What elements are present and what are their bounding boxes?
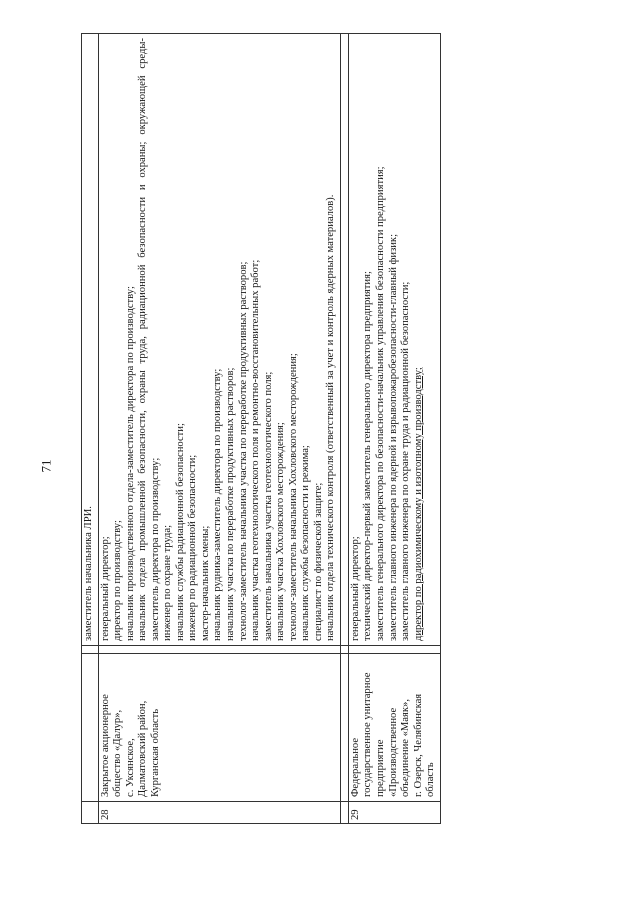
organization-line: объединение «Маяк», <box>400 699 412 797</box>
position-item: специалист по физической защите; <box>312 482 324 641</box>
organization-line: Далматовский район, <box>137 700 149 797</box>
position-item: заместитель главного инженера по ядерной и взрывопожаробезопасности-главный физик; <box>387 233 399 641</box>
organization-line: предприятие <box>375 739 387 797</box>
position-item: начальник службы радиационной безопасности; <box>174 423 186 641</box>
separator-row <box>340 34 348 824</box>
row-number: 29 <box>348 802 440 824</box>
position-item: заместитель главного инженера по охране труда и радиационной безопасности; <box>400 281 412 641</box>
position-item: инженер по охране труда; <box>162 524 174 641</box>
organization-cell <box>98 654 340 802</box>
organization-line: Федеральное <box>349 737 361 797</box>
row-number: 28 <box>98 802 340 824</box>
empty-cell <box>98 646 340 654</box>
organization-line: с. Уксянское, <box>124 738 136 797</box>
position-item: заместитель начальника участка геотехнологического поля; <box>262 371 274 641</box>
empty-cell <box>340 646 348 654</box>
organization-line: государственное унитарное <box>362 672 374 797</box>
organization-line: Курганская область <box>149 708 161 797</box>
position-item: начальник производственного отдела-заместитель директора по производству; <box>124 286 136 641</box>
position-item: начальник службы безопасности и режима; <box>300 445 312 641</box>
position-item: заместитель генерального директора по безопасности-начальник управления безопасности предприятия; <box>375 166 387 641</box>
position-item: технический директор-первый заместитель генерального директора предприятия; <box>362 271 374 641</box>
position-item: начальник участка геотехнологического поля и ремонтно-восстановительных работ; <box>250 259 262 641</box>
position-item: начальник отдела технического контроля (ответственный за учет и контроль ядерных материалов). <box>325 194 337 641</box>
organization-line: Закрытое акционерное <box>99 694 111 797</box>
position-item: технолог-заместитель начальника участка по переработке продуктивных растворов; <box>237 261 249 641</box>
empty-cell <box>340 802 348 824</box>
position-item: мастер-начальник смены; <box>199 525 211 641</box>
table-row <box>98 34 340 824</box>
position-item: инженер по радиационной безопасности; <box>187 454 199 641</box>
positions-cell <box>98 34 340 646</box>
organization-line: «Производственное <box>387 707 399 797</box>
empty-cell <box>348 646 440 654</box>
page-number: 71 <box>38 459 54 473</box>
position-item: генеральный директор; <box>99 536 111 641</box>
position-item: директор по радиохимическому и изотопному производству; <box>412 367 424 641</box>
organization-line: область <box>425 762 437 797</box>
position-item: начальник отдела промышленной безопасности, охраны труда, радиационной безопасности и охраны; окружающей среды-заместитель директора по производству; <box>137 38 161 641</box>
position-item: начальник участка по переработке продуктивных растворов; <box>225 367 237 641</box>
organizations-table <box>81 33 441 824</box>
carry-over-text: заместитель начальника ЛРИ. <box>82 34 99 646</box>
empty-cell <box>340 34 348 646</box>
position-item: начальник участка Хохловского месторождения; <box>275 422 287 641</box>
organization-cell <box>348 654 440 802</box>
position-item: технолог-заместитель начальника Хохловского месторождения; <box>287 353 299 641</box>
positions-cell <box>348 34 440 646</box>
position-item: начальник рудника-заместитель директора по производству; <box>212 368 224 641</box>
carry-over-row <box>82 34 99 824</box>
organization-line: г. Озерск, Челябинская <box>412 693 424 797</box>
empty-cell <box>340 654 348 802</box>
position-item: генеральный директор; <box>349 536 361 641</box>
table-row <box>348 34 440 824</box>
position-item: директор по производству; <box>112 520 124 641</box>
organization-line: общество «Далур», <box>112 709 124 797</box>
rotated-page-content <box>81 34 591 824</box>
